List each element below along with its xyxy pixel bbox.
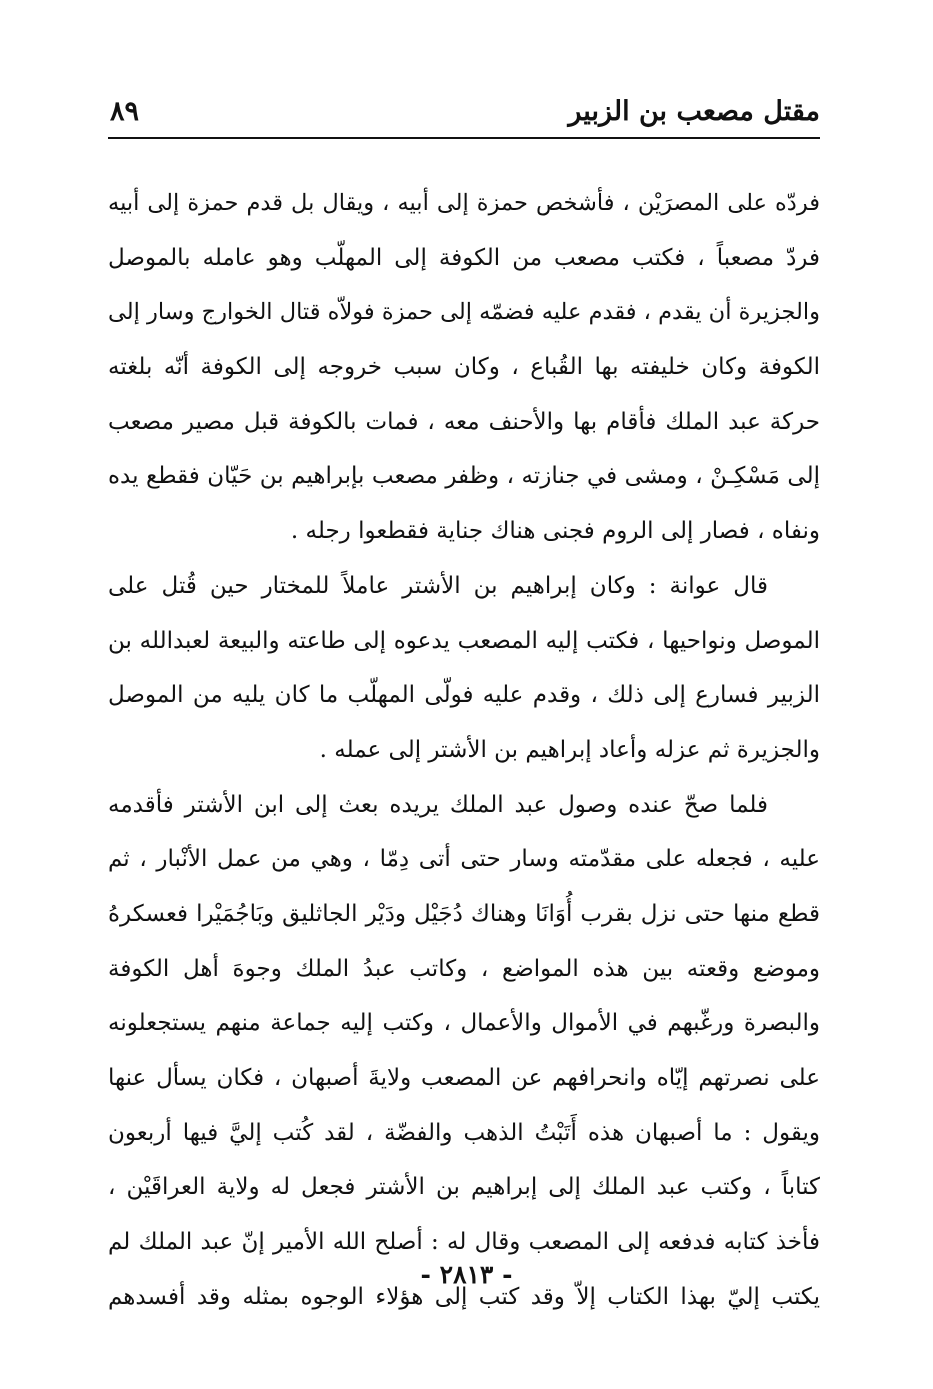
text-line: الموصل ونواحيها ، فكتب إليه المصعب يدعوه إلى طاعته والبيعة لعبدالله بن: [108, 627, 820, 654]
text-line: والجزيرة ثم عزله وأعاد إبراهيم بن الأشتر إلى عمله .: [319, 736, 820, 763]
text-line: إلى مَسْكِـنْ ، ومشى في جنازته ، وظفر مصعب بإبراهيم بن حَيّان فقطع يده: [108, 463, 820, 490]
text-line: الزبير فسارع إلى ذلك ، وقدم عليه فولّى المهلّب ما كان يليه من الموصل: [108, 682, 820, 709]
text-line: والبصرة ورغّبهم في الأموال والأعمال ، وكتب إليه جماعة منهم يستجعلونه: [108, 1010, 820, 1037]
text-line: ونفاه ، فصار إلى الروم فجنى هناك جناية فقطعوا رجله .: [290, 518, 820, 545]
body-text: [108, 176, 820, 1324]
text-line: على نصرتهم إيّاه وانحرافهم عن المصعب ولايةَ أصبهان ، فكان يسأل عنها: [108, 1065, 820, 1091]
text-line: عليه ، فجعله على مقدّمته وسار حتى أتى دِمّا ، وهي من عمل الأنْبار ، ثم: [108, 846, 820, 873]
text-line: الكوفة وكان خليفته بها القُباع ، وكان سبب خروجه إلى الكوفة أنّه بلغته: [108, 354, 820, 381]
header-page-number: ٨٩: [110, 96, 140, 127]
text-line: قال عوانة : وكان إبراهيم بن الأشتر عاملاً للمختار حين قُتل على: [108, 572, 768, 599]
text-line: وموضع وقعته بين هذه المواضع ، وكاتب عبدُ الملك وجوهَ أهل الكوفة: [108, 955, 820, 982]
running-header: [108, 92, 820, 136]
text-line: حركة عبد الملك فأقام بها والأحنف معه ، فمات بالكوفة قبل مصير مصعب: [108, 408, 820, 435]
text-line: والجزيرة أن يقدم ، فقدم عليه فضمّه إلى حمزة فولاّه قتال الخوارج وسار إلى: [108, 299, 820, 326]
footer-page-number: - ٢٨١٣ -: [420, 1260, 513, 1289]
text-line: فردّه على المصرَيْن ، فأشخص حمزة إلى أبيه ، ويقال بل قدم حمزة إلى أبيه: [108, 190, 820, 216]
text-line: قطع منها حتى نزل بقرب أُوَانَا وهناك دُجَيْل ودَيْر الجاثليق وبَاجُمَيْرا فعسكرهُ: [108, 900, 820, 927]
text-line: فلما صحّ عنده وصول عبد الملك يريده بعث إلى ابن الأشتر فأقدمه: [108, 791, 768, 818]
header-divider: [108, 137, 820, 139]
text-line: فأخذ كتابه فدفعه إلى المصعب وقال له : أصلح الله الأمير إنّ عبد الملك لم: [108, 1229, 820, 1256]
text-line: ويقول : ما أصبهان هذه أَتَبْتُ الذهب والفضّة ، لقد كُتب إليَّ فيها أربعون: [108, 1119, 820, 1146]
text-line: يكتب إليّ بهذا الكتاب إلاّ وقد كتب إلى هؤلاء الوجوه بمثله وقد أفسدهم: [108, 1283, 820, 1310]
text-line: كتاباً ، وكتب عبد الملك إلى إبراهيم بن الأشتر فجعل له ولاية العراقَيْن ،: [108, 1174, 820, 1201]
text-line: فردّ مصعباً ، فكتب مصعب من الكوفة إلى المهلّب وهو عامله بالموصل: [108, 244, 820, 271]
running-header-title: مقتل مصعب بن الزبير: [568, 96, 820, 127]
